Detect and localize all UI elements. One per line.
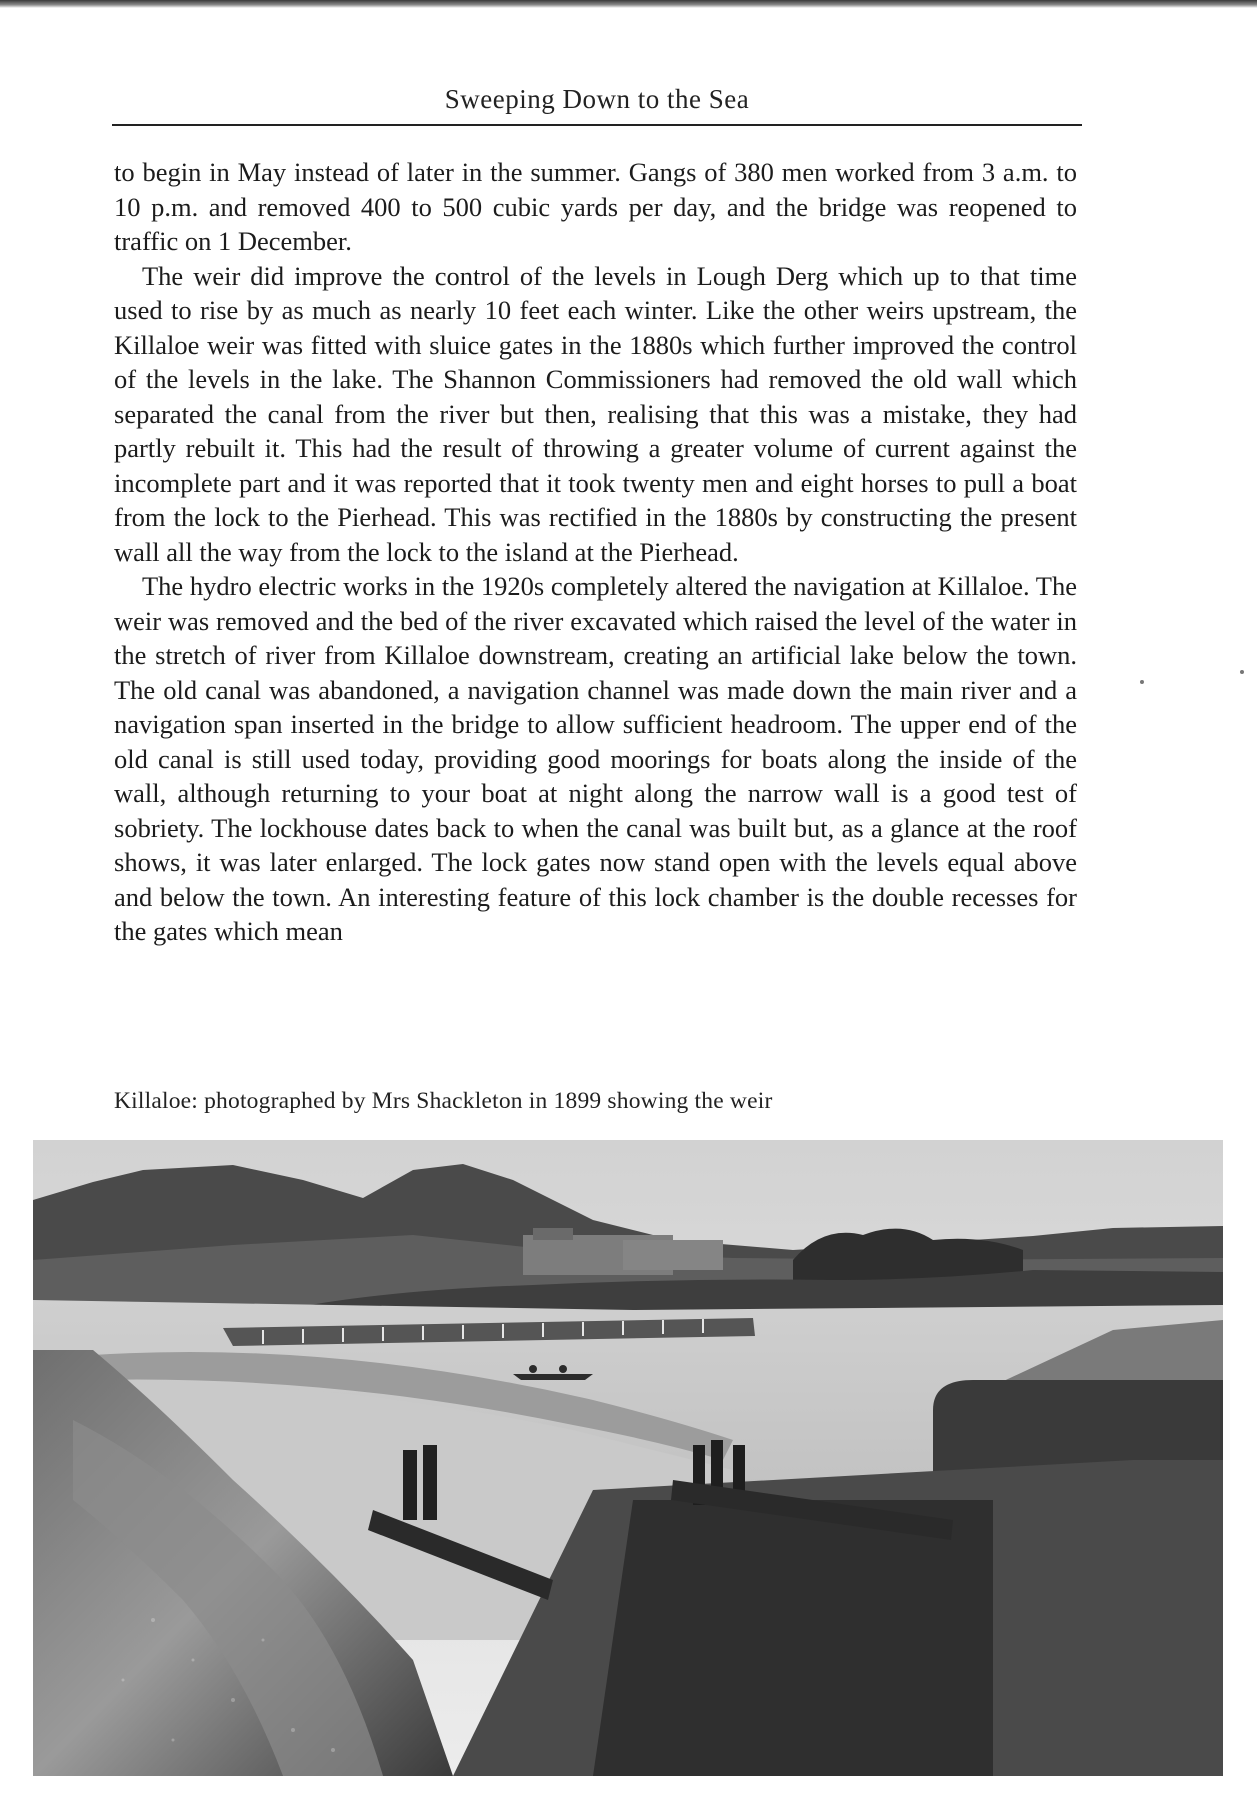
historic-photograph <box>33 1140 1223 1776</box>
body-text <box>114 155 1077 949</box>
photo-caption: Killaloe: photographed by Mrs Shackleton in 1899 showing the weir <box>114 1088 773 1114</box>
rowing-boat <box>513 1374 593 1380</box>
scan-speck <box>1140 680 1144 684</box>
lock-gate-post-left <box>403 1450 417 1520</box>
rower <box>529 1365 537 1373</box>
paragraph-3: The hydro electric works in the 1920s completely altered the navigation at Killaloe. The weir was removed and the bed of the river excavated which raised the level of the water in the stretch of river from Killaloe downstream, creating an artificial lake below the town. The old canal was abandoned, a navigation channel was made down the main river and a navigation span inserted in the bridge to allow sufficient headroom. The upper end of the old canal is still used today, providing good moorings for boats along the inside of the wall, although returning to your boat at night along the narrow wall is a good test of sobriety. The lockhouse dates back to when the canal was built but, as a glance at the roof shows, it was later enlarged. The lock gates now stand open with the levels equal above and below the town. An interesting feature of this lock chamber is the double recesses for the gates which mean <box>114 571 1077 946</box>
paragraph-1: to begin in May instead of later in the summer. Gangs of 380 men worked from 3 a.m. to 10 p.m. and removed 400 to 500 cubic yards per day, and the bridge was reopened to traffic on 1 December. <box>114 157 1077 256</box>
paragraph-2: The weir did improve the control of the levels in Lough Derg which up to that time used to rise by as much as nearly 10 feet each winter. Like the other weirs upstream, the Killaloe weir was fitted with sluice gates in the 1880s which further improved the control of the levels in the lake. The Shannon Commissioners had removed the old wall which separated the canal from the river but then, realising that this was a mistake, they had partly rebuilt it. This had the result of throwing a greater volume of current against the incomplete part and it was reported that it took twenty men and eight horses to pull a boat from the lock to the Pierhead. This was rectified in the 1880s by constructing the present wall all the way from the lock to the island at the Pierhead. <box>114 260 1077 567</box>
scan-top-edge <box>0 0 1257 8</box>
building-roof <box>533 1228 573 1240</box>
building-block <box>623 1240 723 1270</box>
lock-chamber-shadow <box>593 1500 993 1776</box>
header-rule <box>112 124 1082 126</box>
rower <box>559 1365 567 1373</box>
scan-speck <box>1240 670 1244 674</box>
lock-gate-post-left-2 <box>423 1445 437 1520</box>
photo-illustration <box>33 1140 1223 1776</box>
running-head: Sweeping Down to the Sea <box>444 84 750 114</box>
